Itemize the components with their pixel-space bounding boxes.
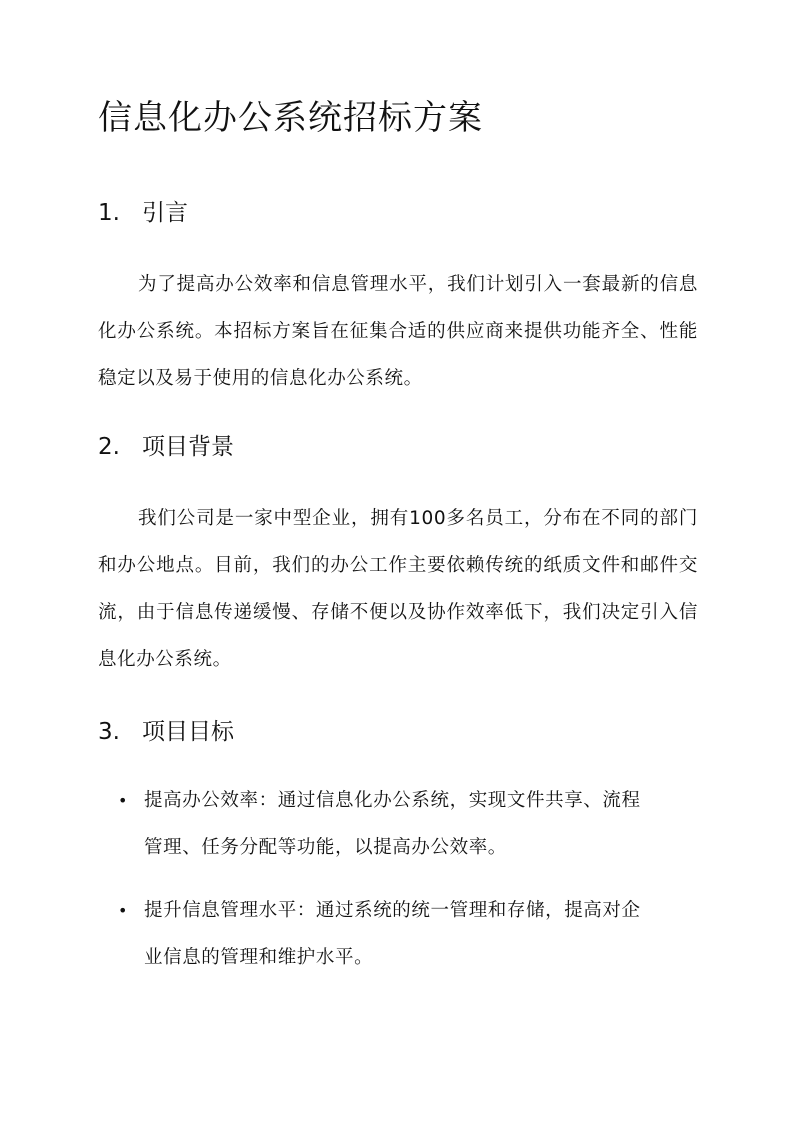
section-heading-background xyxy=(98,431,234,463)
section-number: 2. xyxy=(98,434,120,460)
section-number: 3. xyxy=(98,719,120,745)
bullet-icon: • xyxy=(118,791,129,810)
list-item xyxy=(98,777,644,871)
section-heading-intro xyxy=(98,197,188,229)
section-title: 项目背景 xyxy=(142,434,234,460)
intro-paragraph: 为了提高办公效率和信息管理水平，我们计划引入一套最新的信息化办公系统。本招标方案旨在征集合适的供应商来提供功能齐全、性能稳定以及易于使用的信息化办公系统。 xyxy=(98,274,698,389)
bullet-icon: • xyxy=(118,901,129,920)
list-item-text: 提升信息管理水平：通过系统的统一管理和存储，提高对企业信息的管理和维护水平。 xyxy=(144,900,641,968)
goals-list xyxy=(98,777,698,997)
list-item-text: 提高办公效率：通过信息化办公系统，实现文件共享、流程管理、任务分配等功能，以提高办公效率。 xyxy=(144,790,641,858)
section-number: 1. xyxy=(98,200,120,226)
document-title: 信息化办公系统招标方案 xyxy=(98,98,483,138)
section-heading-goals xyxy=(98,716,234,748)
list-item xyxy=(98,887,644,981)
section-title: 引言 xyxy=(142,200,188,226)
section-title: 项目目标 xyxy=(142,719,234,745)
background-paragraph: 我们公司是一家中型企业，拥有100多名员工，分布在不同的部门和办公地点。目前，我们的办公工作主要依赖传统的纸质文件和邮件交流，由于信息传递缓慢、存储不便以及协作效率低下，我们决定引入信息化办公系统。 xyxy=(98,508,698,670)
